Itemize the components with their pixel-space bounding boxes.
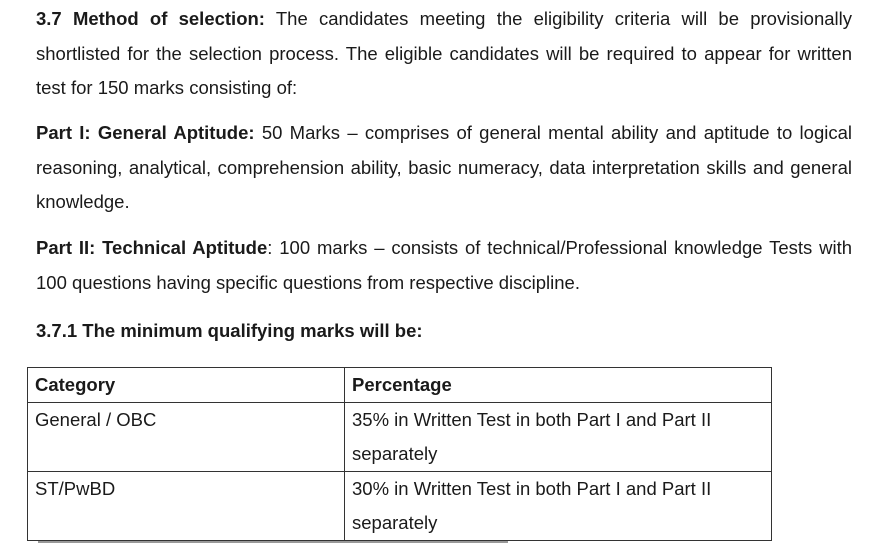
part-2-text: : 100 marks – consists of technical/Professional knowledge Tests with 100 questions having specific questions from respective discipline. bbox=[36, 237, 853, 293]
column-header-category: Category bbox=[28, 368, 345, 403]
table-cell-percentage: 35% in Written Test in both Part I and Part II separately bbox=[345, 403, 772, 472]
table-cell-category: ST/PwBD bbox=[28, 472, 345, 541]
part-1-paragraph bbox=[36, 116, 852, 220]
part-2-paragraph bbox=[36, 231, 852, 300]
table-row bbox=[28, 472, 772, 541]
method-text: The candidates meeting the eligibility criteria will be provisionally shortlisted for the selection process. The eligible candidates will be required to appear for written test for 150 marks consisting of: bbox=[36, 8, 853, 98]
part-1-text: 50 Marks – comprises of general mental ability and aptitude to logical reasoning, analytical, comprehension ability, basic numeracy, data interpretation skills and general knowledge. bbox=[36, 122, 853, 212]
section-heading: 3.7 Method of selection: bbox=[36, 8, 265, 29]
table-cell-percentage: 30% in Written Test in both Part I and Part II separately bbox=[345, 472, 772, 541]
qualifying-marks-subheading bbox=[36, 314, 852, 349]
table-cell-category: General / OBC bbox=[28, 403, 345, 472]
table-header-row bbox=[28, 368, 772, 403]
qualifying-marks-table bbox=[27, 367, 772, 541]
method-of-selection-paragraph bbox=[36, 2, 852, 106]
part-2-label: Part II: Technical Aptitude bbox=[36, 237, 268, 258]
table-row bbox=[28, 403, 772, 472]
part-1-label: Part I: General Aptitude: bbox=[36, 122, 255, 143]
column-header-percentage: Percentage bbox=[345, 368, 772, 403]
subheading-text: 3.7.1 The minimum qualifying marks will be: bbox=[36, 320, 423, 341]
